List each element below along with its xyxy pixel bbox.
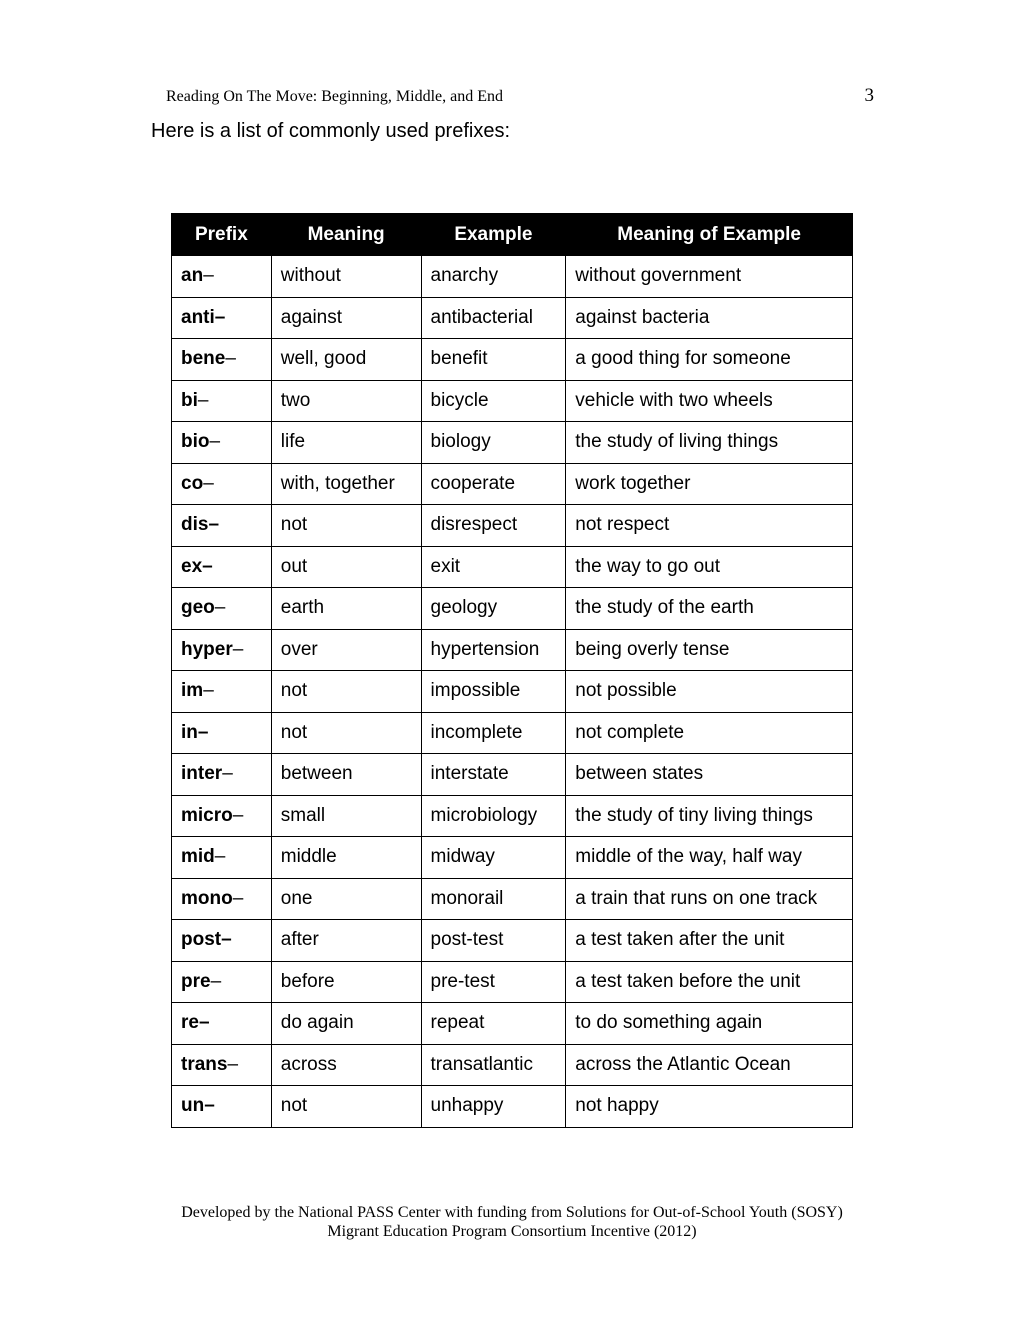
prefix-stem: bi [181, 389, 198, 411]
table-row [172, 795, 853, 837]
table-row [172, 505, 853, 547]
prefix-stem: im [181, 680, 204, 702]
table-row [172, 297, 853, 339]
example-meaning-cell: not respect [566, 505, 853, 547]
table-row [172, 588, 853, 630]
prefix-stem: dis– [181, 514, 220, 536]
example-cell: impossible [421, 671, 566, 713]
prefix-stem: un– [181, 1095, 215, 1117]
table-row [172, 920, 853, 962]
prefix-stem: mono [181, 887, 233, 909]
example-meaning-cell: middle of the way, half way [566, 837, 853, 879]
example-cell: bicycle [421, 380, 566, 422]
running-header: Reading On The Move: Beginning, Middle, and End [166, 88, 503, 105]
example-cell: disrespect [421, 505, 566, 547]
example-meaning-cell: vehicle with two wheels [566, 380, 853, 422]
table-row [172, 837, 853, 879]
example-meaning-cell: not possible [566, 671, 853, 713]
prefix-cell [172, 629, 272, 671]
example-meaning-cell: being overly tense [566, 629, 853, 671]
example-meaning-cell: work together [566, 463, 853, 505]
prefix-dash: – [210, 970, 222, 992]
example-cell: hypertension [421, 629, 566, 671]
prefix-stem: bio [181, 431, 210, 453]
table-row [172, 671, 853, 713]
meaning-cell: after [271, 920, 421, 962]
table-row [172, 754, 853, 796]
table-row [172, 339, 853, 381]
example-meaning-cell: a test taken after the unit [566, 920, 853, 962]
example-cell: pre-test [421, 961, 566, 1003]
prefix-cell [172, 671, 272, 713]
prefix-cell [172, 1044, 272, 1086]
prefix-dash: – [225, 348, 236, 370]
meaning-cell: well, good [271, 339, 421, 381]
meaning-cell: against [271, 297, 421, 339]
prefix-stem: mid [181, 846, 215, 868]
table-row [172, 1044, 853, 1086]
table-row [172, 1086, 853, 1128]
prefix-cell [172, 297, 272, 339]
example-cell: midway [421, 837, 566, 879]
example-cell: post-test [421, 920, 566, 962]
example-cell: monorail [421, 878, 566, 920]
example-meaning-cell: not happy [566, 1086, 853, 1128]
example-meaning-cell: a good thing for someone [566, 339, 853, 381]
meaning-cell: middle [271, 837, 421, 879]
meaning-cell: not [271, 712, 421, 754]
meaning-cell: two [271, 380, 421, 422]
meaning-cell: earth [271, 588, 421, 630]
example-cell: biology [421, 422, 566, 464]
meaning-cell: before [271, 961, 421, 1003]
prefix-dash: – [232, 804, 244, 826]
table-body [172, 256, 853, 1128]
table-row [172, 256, 853, 298]
table-row [172, 961, 853, 1003]
prefix-dash: – [232, 638, 244, 660]
prefix-stem: bene [181, 348, 226, 370]
meaning-cell: out [271, 546, 421, 588]
meaning-cell: not [271, 671, 421, 713]
meaning-cell: over [271, 629, 421, 671]
example-cell: exit [421, 546, 566, 588]
example-meaning-cell: a train that runs on one track [566, 878, 853, 920]
prefix-stem: geo [181, 597, 215, 619]
table-header-row [172, 214, 853, 256]
column-header-example: Example [421, 214, 566, 256]
prefix-stem: pre [181, 970, 211, 992]
column-header-meaning: Meaning [271, 214, 421, 256]
example-meaning-cell: without government [566, 256, 853, 298]
meaning-cell: one [271, 878, 421, 920]
prefix-stem: ex– [181, 555, 213, 577]
table-row [172, 422, 853, 464]
meaning-cell: not [271, 1086, 421, 1128]
prefix-cell [172, 1003, 272, 1045]
prefix-cell [172, 256, 272, 298]
prefix-dash: – [203, 472, 214, 494]
column-header-prefix: Prefix [172, 214, 272, 256]
prefix-stem: re– [181, 1012, 210, 1034]
prefix-cell [172, 380, 272, 422]
prefix-cell [172, 505, 272, 547]
prefix-cell [172, 1086, 272, 1128]
table-row [172, 546, 853, 588]
prefix-stem: inter [181, 763, 223, 785]
prefix-cell [172, 920, 272, 962]
footer-line-1: Developed by the National PASS Center with funding from Solutions for Out-of-School Youth (SOSY) [181, 1204, 843, 1221]
meaning-cell: with, together [271, 463, 421, 505]
example-meaning-cell: between states [566, 754, 853, 796]
example-meaning-cell: the way to go out [566, 546, 853, 588]
prefix-dash: – [214, 846, 226, 868]
prefix-dash: – [232, 887, 244, 909]
prefix-table [171, 213, 853, 1128]
prefix-cell [172, 588, 272, 630]
example-cell: benefit [421, 339, 566, 381]
example-cell: cooperate [421, 463, 566, 505]
intro-text: Here is a list of commonly used prefixes: [151, 120, 511, 142]
example-cell: incomplete [421, 712, 566, 754]
example-cell: antibacterial [421, 297, 566, 339]
prefix-stem: anti– [181, 306, 226, 328]
table-row [172, 712, 853, 754]
example-cell: transatlantic [421, 1044, 566, 1086]
example-meaning-cell: across the Atlantic Ocean [566, 1044, 853, 1086]
meaning-cell: life [271, 422, 421, 464]
prefix-cell [172, 546, 272, 588]
prefix-dash: – [197, 389, 209, 411]
prefix-cell [172, 795, 272, 837]
meaning-cell: without [271, 256, 421, 298]
prefix-dash: – [222, 763, 233, 785]
prefix-cell [172, 463, 272, 505]
prefix-stem: hyper [181, 638, 233, 660]
table-row [172, 1003, 853, 1045]
prefix-dash: – [203, 265, 214, 287]
example-meaning-cell: not complete [566, 712, 853, 754]
prefix-stem: in– [181, 721, 209, 743]
prefix-dash: – [227, 1053, 239, 1075]
example-cell: geology [421, 588, 566, 630]
prefix-cell [172, 961, 272, 1003]
example-meaning-cell: the study of tiny living things [566, 795, 853, 837]
prefix-cell [172, 837, 272, 879]
table-row [172, 629, 853, 671]
example-meaning-cell: the study of living things [566, 422, 853, 464]
page-number: 3 [864, 85, 874, 106]
prefix-cell [172, 878, 272, 920]
prefix-cell [172, 339, 272, 381]
example-cell: microbiology [421, 795, 566, 837]
prefix-dash: – [214, 597, 226, 619]
prefix-stem: trans [181, 1053, 228, 1075]
column-header-meaning-of-example: Meaning of Example [566, 214, 853, 256]
meaning-cell: small [271, 795, 421, 837]
example-cell: interstate [421, 754, 566, 796]
prefix-cell [172, 422, 272, 464]
meaning-cell: do again [271, 1003, 421, 1045]
prefix-dash: – [203, 680, 214, 702]
prefix-cell [172, 754, 272, 796]
footer [0, 1203, 1024, 1241]
meaning-cell: across [271, 1044, 421, 1086]
example-meaning-cell: the study of the earth [566, 588, 853, 630]
example-meaning-cell: against bacteria [566, 297, 853, 339]
example-meaning-cell: to do something again [566, 1003, 853, 1045]
example-cell: unhappy [421, 1086, 566, 1128]
example-cell: anarchy [421, 256, 566, 298]
prefix-dash: – [209, 431, 221, 453]
prefix-stem: micro [181, 804, 233, 826]
example-cell: repeat [421, 1003, 566, 1045]
prefix-stem: post– [181, 929, 232, 951]
meaning-cell: not [271, 505, 421, 547]
example-meaning-cell: a test taken before the unit [566, 961, 853, 1003]
prefix-cell [172, 712, 272, 754]
prefix-stem: co [181, 472, 204, 494]
table-row [172, 463, 853, 505]
table-row [172, 878, 853, 920]
footer-line-2: Migrant Education Program Consortium Incentive (2012) [327, 1223, 697, 1240]
meaning-cell: between [271, 754, 421, 796]
table-row [172, 380, 853, 422]
prefix-stem: an [181, 265, 204, 287]
